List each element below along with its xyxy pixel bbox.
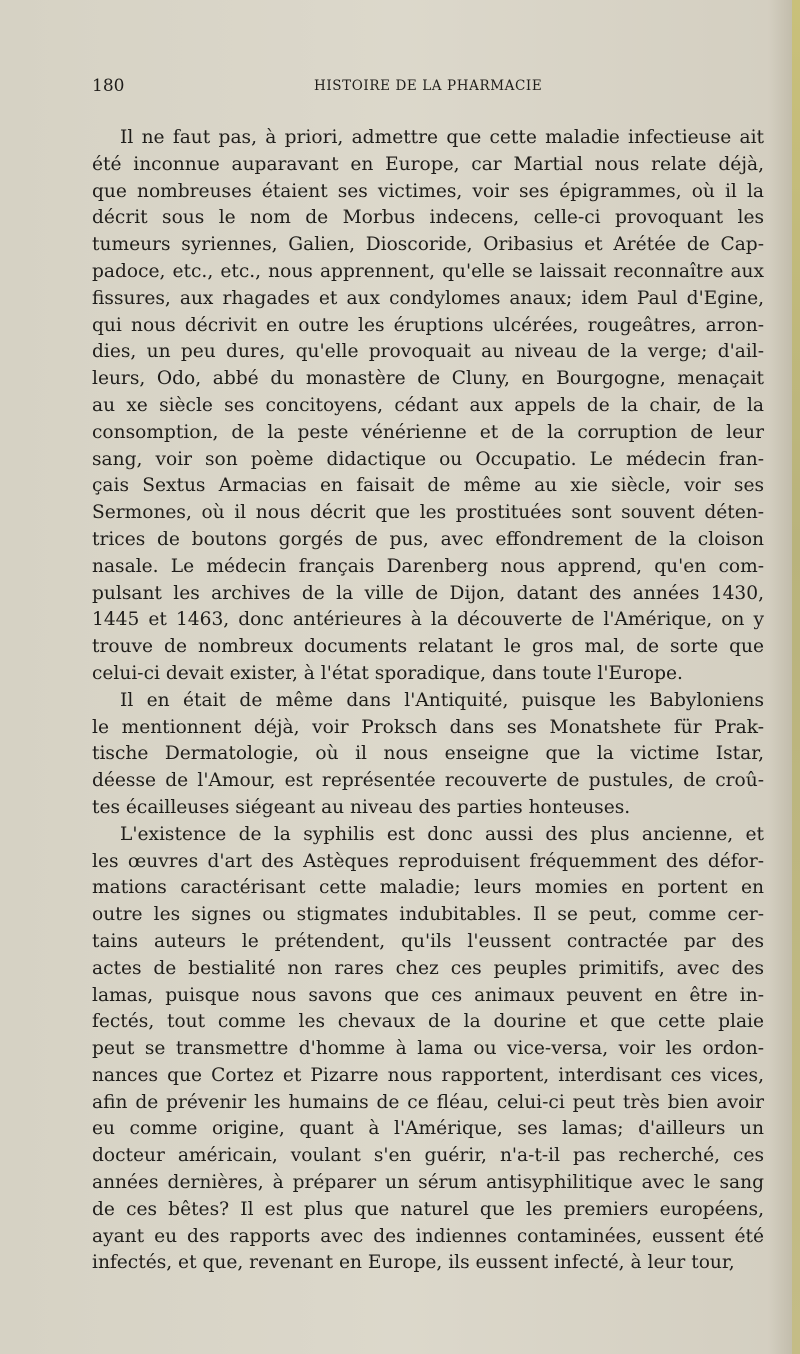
text-line: 1445 et 1463, donc antérieures à la découverte de l'Amérique, on y — [92, 609, 764, 631]
text-line: de ces bêtes? Il est plus que naturel que les premiers européens, — [92, 1198, 764, 1220]
text-line: les œuvres d'art des Astèques reproduisent fréquemment des défor- — [92, 850, 764, 872]
text-line: pulsant les archives de la ville de Dijon, datant des années 1430, — [92, 582, 764, 604]
text-line: leurs, Odo, abbé du monastère de Cluny, en Bourgogne, menaçait — [92, 368, 764, 390]
page-number: 180 — [92, 76, 125, 96]
text-line: lamas, puisque nous savons que ces animaux peuvent en être in- — [92, 984, 764, 1006]
text-line: outre les signes ou stigmates indubitables. Il se peut, comme cer- — [92, 904, 764, 926]
text-line: trices de boutons gorgés de pus, avec effondrement de la cloison — [92, 528, 764, 550]
text-line: çais Sextus Armacias en faisait de même au xie siècle, voir ses — [92, 475, 764, 497]
text-line: padoce, etc., etc., nous apprennent, qu'elle se laissait reconnaître aux — [92, 260, 764, 282]
text-line: consomption, de la peste vénérienne et de la corruption de leur — [92, 421, 764, 443]
body-text — [92, 125, 764, 1277]
text-line: dies, un peu dures, qu'elle provoquait au niveau de la verge; d'ail- — [92, 341, 764, 363]
text-line: peut se transmettre d'homme à lama ou vice-versa, voir les ordon- — [92, 1038, 764, 1060]
text-line: ayant eu des rapports avec des indiennes contaminées, eussent été — [92, 1225, 764, 1247]
page-header — [92, 76, 764, 104]
text-line: années dernières, à préparer un sérum antisyphilitique avec le sang — [92, 1172, 764, 1194]
paragraph — [92, 688, 764, 822]
text-line: Il en était de même dans l'Antiquité, puisque les Babyloniens — [120, 689, 764, 711]
text-line: celui-ci devait exister, à l'état sporadique, dans toute l'Europe. — [92, 662, 683, 684]
text-line: au xe siècle ses concitoyens, cédant aux appels de la chair, de la — [92, 394, 764, 416]
text-line: infectés, et que, revenant en Europe, ils eussent infecté, à leur tour, — [92, 1252, 735, 1274]
text-line: eu comme origine, quant à l'Amérique, ses lamas; d'ailleurs un — [92, 1118, 764, 1140]
text-line: Sermones, où il nous décrit que les prostituées sont souvent déten- — [92, 502, 764, 524]
text-line: tumeurs syriennes, Galien, Dioscoride, Oribasius et Arétée de Cap- — [92, 234, 764, 256]
text-line: nances que Cortez et Pizarre nous rapportent, interdisant ces vices, — [92, 1064, 764, 1086]
text-line: L'existence de la syphilis est donc aussi des plus ancienne, et — [120, 823, 764, 845]
text-line: docteur américain, voulant s'en guérir, n'a-t-il pas recherché, ces — [92, 1145, 764, 1167]
running-title: HISTOIRE DE LA PHARMACIE — [314, 78, 543, 94]
text-line: que nombreuses étaient ses victimes, voir ses épigrammes, où il la — [92, 180, 764, 202]
paragraph — [92, 125, 764, 688]
text-line: qui nous décrivit en outre les éruptions ulcérées, rougeâtres, arron- — [92, 314, 764, 336]
paragraph — [92, 822, 764, 1278]
text-line: été inconnue auparavant en Europe, car Martial nous relate déjà, — [92, 153, 764, 175]
text-line: déesse de l'Amour, est représentée recouverte de pustules, de croû- — [92, 770, 764, 792]
text-line: afin de prévenir les humains de ce fléau, celui-ci peut très bien avoir — [92, 1091, 764, 1113]
page-edge — [792, 0, 800, 1354]
text-line: fectés, tout comme les chevaux de la dourine et que cette plaie — [92, 1011, 764, 1033]
text-line: décrit sous le nom de Morbus indecens, celle-ci provoquant les — [92, 207, 764, 229]
text-line: tains auteurs le prétendent, qu'ils l'eussent contractée par des — [92, 930, 764, 952]
text-line: le mentionnent déjà, voir Proksch dans ses Monatshete für Prak- — [92, 716, 764, 738]
text-line: mations caractérisant cette maladie; leurs momies en portent en — [92, 877, 764, 899]
text-line: fissures, aux rhagades et aux condylomes anaux; idem Paul d'Egine, — [92, 287, 764, 309]
text-line: tische Dermatologie, où il nous enseigne que la victime Istar, — [92, 743, 764, 765]
text-line: actes de bestialité non rares chez ces peuples primitifs, avec des — [92, 957, 764, 979]
text-line: tes écailleuses siégeant au niveau des parties honteuses. — [92, 796, 631, 818]
text-line: nasale. Le médecin français Darenberg nous apprend, qu'en com- — [92, 555, 764, 577]
text-line: sang, voir son poème didactique ou Occupatio. Le médecin fran- — [92, 448, 764, 470]
text-line: Il ne faut pas, à priori, admettre que cette maladie infectieuse ait — [120, 127, 764, 148]
text-line: trouve de nombreux documents relatant le gros mal, de sorte que — [92, 636, 764, 658]
